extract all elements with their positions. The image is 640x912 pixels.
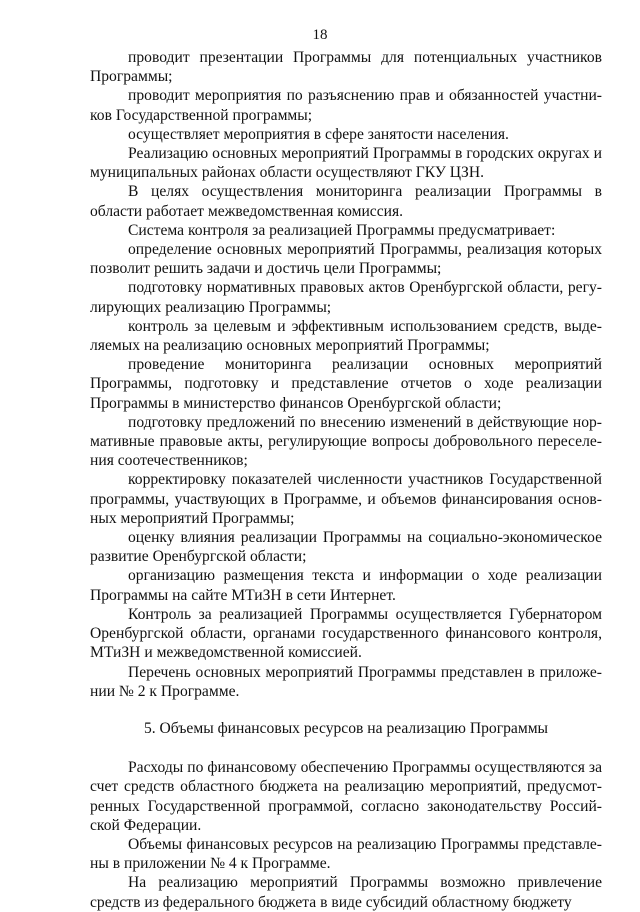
paragraph: Расходы по финансовому обеспечению Программы осуществляются за счет средств областного бюджета на реализацию мероприятий, предусмотренных Государственной программой, согласно законодательству Российской Федерации.	[90, 759, 602, 834]
paragraph: Реализацию основных мероприятий Программы в городских округах и муниципальных районах области осуществляют ГКУ ЦЗН.	[90, 145, 602, 182]
paragraph: проведение мониторинга реализации основных мероприятий Программы, подготовку и представление отчетов о ходе реализации Программы в министерство финансов Оренбургской области;	[90, 356, 602, 412]
paragraph: организацию размещения текста и информации о ходе реализации Программы на сайте МТиЗН в сети Интернет.	[90, 567, 602, 604]
paragraph: подготовку предложений по внесению изменений в действующие нормативные правовые акты, регулирующие вопросы добровольного переселения соотечественников;	[90, 413, 602, 470]
paragraph: Контроль за реализацией Программы осуществляется Губернатором Оренбургской области, органами государственного финансового контроля, МТиЗН и межведомственной комиссией.	[90, 605, 602, 662]
paragraph: осуществляет мероприятия в сфере занятости населения.	[128, 125, 509, 143]
paragraph: Перечень основных мероприятий Программы представлен в приложении № 2 к Программе.	[90, 663, 602, 700]
paragraph: контроль за целевым и эффективным использованием средств, выделяемых на реализацию основных мероприятий Программы;	[90, 317, 602, 355]
paragraph: корректировку показателей численности участников Государственной программы, участвующих в Программе, и объемов финансирования основных мероприятий Программы;	[90, 471, 602, 527]
paragraph: На реализацию мероприятий Программы возможно привлечение средств из федерального бюджета в виде субсидий областному бюджету	[90, 874, 602, 911]
paragraph: В целях осуществления мониторинга реализации Программы в области работает межведомственная комиссия.	[90, 183, 602, 220]
document-body	[90, 48, 602, 912]
paragraph: оценку влияния реализации Программы на социально-экономическое развитие Оренбургской области;	[90, 529, 602, 566]
page-number: 18	[312, 27, 328, 43]
paragraph: Объемы финансовых ресурсов на реализацию Программы представлены в приложении № 4 к Программе.	[90, 835, 602, 873]
paragraph: подготовку нормативных правовых актов Оренбургской области, регулирующих реализацию Программы;	[90, 279, 602, 316]
paragraph: проводит мероприятия по разъяснению прав и обязанностей участников Государственной программы;	[90, 87, 602, 124]
paragraph: определение основных мероприятий Программы, реализация которых позволит решить задачи и достичь цели Программы;	[90, 241, 602, 278]
section-heading: 5. Объемы финансовых ресурсов на реализацию Программы	[143, 719, 549, 737]
paragraph: Система контроля за реализацией Программы предусматривает:	[128, 221, 556, 239]
paragraph: проводит презентации Программы для потенциальных участников Программы;	[90, 49, 602, 86]
